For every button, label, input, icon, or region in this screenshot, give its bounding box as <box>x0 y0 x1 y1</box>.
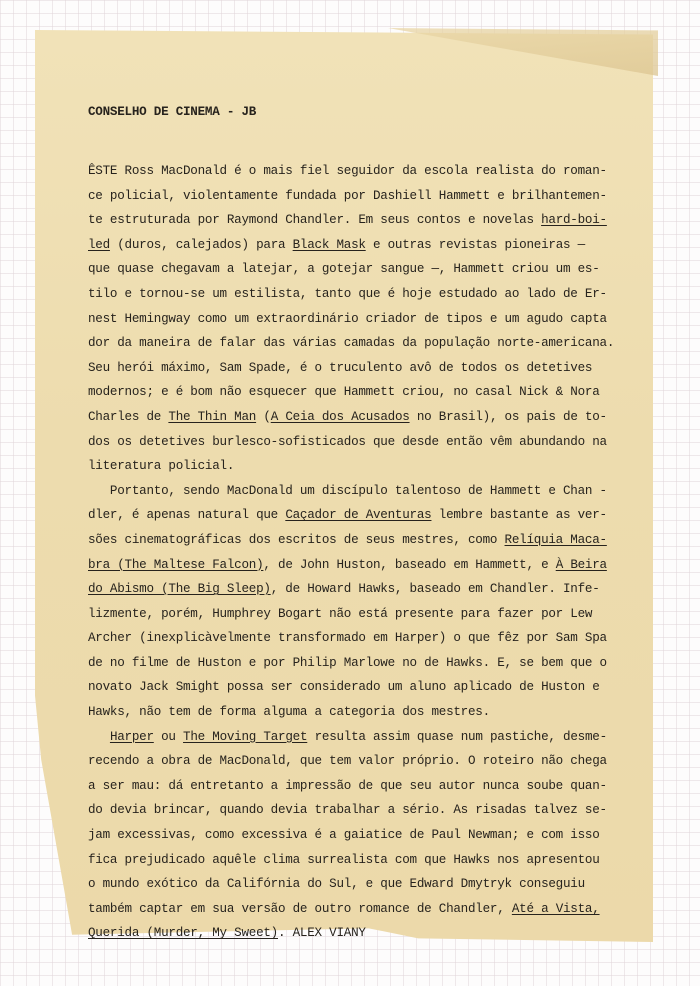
text-line <box>88 528 628 553</box>
text-line <box>88 159 628 184</box>
text-segment: sões cinematográficas dos escritos de seus mestres, como <box>88 532 505 547</box>
text-line <box>88 430 628 455</box>
text-segment: , de Howard Hawks, baseado em Chandler. Infe- <box>270 582 600 597</box>
text-line <box>88 503 628 528</box>
text-line <box>88 774 628 799</box>
underlined-title: Harper <box>109 729 154 744</box>
underlined-title: Relíquia Maca- <box>504 532 607 547</box>
text-line <box>88 675 628 700</box>
underlined-title: Caçador de Aventuras <box>285 508 432 523</box>
text-line <box>88 257 628 282</box>
text-segment: recendo a obra de MacDonald, que tem valor próprio. O roteiro não chega <box>88 754 607 769</box>
text-segment: literatura policial. <box>88 459 235 474</box>
text-segment: no Brasil), os pais de to- <box>409 409 607 424</box>
text-segment: de no filme de Huston e por Philip Marlowe no de Hawks. E, se bem que o <box>88 655 607 670</box>
underlined-title: bra (The Maltese Falcon) <box>88 557 264 572</box>
underlined-title: À Beira <box>555 557 607 572</box>
text-segment: o mundo exótico da Califórnia do Sul, e que Edward Dmytryk conseguiu <box>88 877 585 892</box>
text-line <box>88 184 628 209</box>
text-line <box>88 208 628 233</box>
text-line <box>88 749 628 774</box>
text-segment: modernos; e é bom não esquecer que Hammett criou, no casal Nick & Nora <box>88 385 600 400</box>
text-segment: nest Hemingway como um extraordinário criador de tipos e um agudo capta <box>88 311 607 326</box>
text-line <box>88 331 628 356</box>
text-segment: te estruturada por Raymond Chandler. Em seus contos e novelas <box>88 213 542 228</box>
page-title: CONSELHO DE CINEMA - JB <box>88 105 257 119</box>
text-line <box>88 282 628 307</box>
text-line <box>88 577 628 602</box>
text-segment: jam excessivas, como excessiva é a gaiatice de Paul Newman; e com isso <box>88 828 600 843</box>
text-segment: lembre bastante as ver- <box>431 508 607 523</box>
text-line <box>88 307 628 332</box>
article-text <box>88 159 628 946</box>
text-segment: a ser mau: dá entretanto a impressão de que seu autor nunca soube quan- <box>88 778 607 793</box>
text-segment: , de John Huston, baseado em Hammett, e <box>263 557 556 572</box>
text-segment: ou <box>153 729 184 744</box>
underlined-title: hard-boi- <box>541 213 607 228</box>
text-line <box>88 454 628 479</box>
text-line <box>88 725 628 750</box>
underlined-title: led <box>88 237 110 252</box>
text-line <box>88 897 628 922</box>
text-segment: . ALEX VIANY <box>278 926 366 941</box>
text-segment: Portanto, sendo MacDonald um discípulo talentoso de Hammett e Chan - <box>88 483 607 498</box>
underlined-title: do Abismo (The Big Sleep) <box>88 582 271 597</box>
text-line <box>88 380 628 405</box>
text-segment: Charles de <box>88 409 169 424</box>
text-line <box>88 823 628 848</box>
text-line <box>88 700 628 725</box>
text-segment: resulta assim quase num pastiche, desme- <box>307 729 607 744</box>
text-segment: dos os detetives burlesco-sofisticados que desde então vêm abundando na <box>88 434 607 449</box>
text-segment: ÊSTE Ross MacDonald é o mais fiel seguidor da escola realista do roman- <box>88 164 607 178</box>
text-segment: Seu herói máximo, Sam Spade, é o truculento avô de todos os detetives <box>88 360 593 375</box>
text-line <box>88 553 628 578</box>
underlined-title: A Ceia dos Acusados <box>270 409 410 424</box>
text-line <box>88 872 628 897</box>
text-segment: do devia brincar, quando devia trabalhar a sério. As risadas talvez se- <box>88 803 607 818</box>
document-body <box>88 105 628 946</box>
text-segment <box>88 730 110 744</box>
underlined-title: The Thin Man <box>168 409 257 424</box>
text-segment: dor da maneira de falar das várias camadas da população norte-americana. <box>88 336 615 351</box>
text-line <box>88 479 628 504</box>
text-segment: tilo e tornou-se um estilista, tanto que é hoje estudado ao lado de Er- <box>88 286 607 301</box>
underlined-title: Querida (Murder, My Sweet) <box>88 926 278 941</box>
text-line <box>88 626 628 651</box>
text-line <box>88 921 628 946</box>
text-segment: novato Jack Smight possa ser considerado um aluno aplicado de Huston e <box>88 680 600 695</box>
text-segment: (duros, calejados) para <box>109 237 293 252</box>
text-segment: e outras revistas pioneiras — <box>365 237 585 252</box>
text-segment: ce policial, violentamente fundada por Dashiell Hammett e brilhantemen- <box>88 188 607 203</box>
underlined-title: Até a Vista, <box>511 901 600 916</box>
text-segment: ( <box>256 409 271 424</box>
text-segment: Archer (inexplicàvelmente transformado em Harper) o que fêz por Sam Spa <box>88 631 607 646</box>
text-segment: também captar em sua versão de outro romance de Chandler, <box>88 901 512 916</box>
text-segment: dler, é apenas natural que <box>88 508 286 523</box>
text-line <box>88 602 628 627</box>
text-segment: Hawks, não tem de forma alguma a categoria dos mestres. <box>88 705 490 720</box>
text-line <box>88 848 628 873</box>
underlined-title: Black Mask <box>292 237 366 252</box>
text-segment: que quase chegavam a latejar, a gotejar sangue —, Hammett criou um es- <box>88 262 600 277</box>
text-line <box>88 798 628 823</box>
text-line <box>88 405 628 430</box>
text-segment: fica prejudicado aquêle clima surrealista com que Hawks nos apresentou <box>88 852 600 867</box>
underlined-title: The Moving Target <box>183 729 308 744</box>
text-line <box>88 651 628 676</box>
text-segment: lizmente, porém, Humphrey Bogart não está presente para fazer por Lew <box>88 606 593 621</box>
text-line <box>88 356 628 381</box>
text-line <box>88 233 628 258</box>
